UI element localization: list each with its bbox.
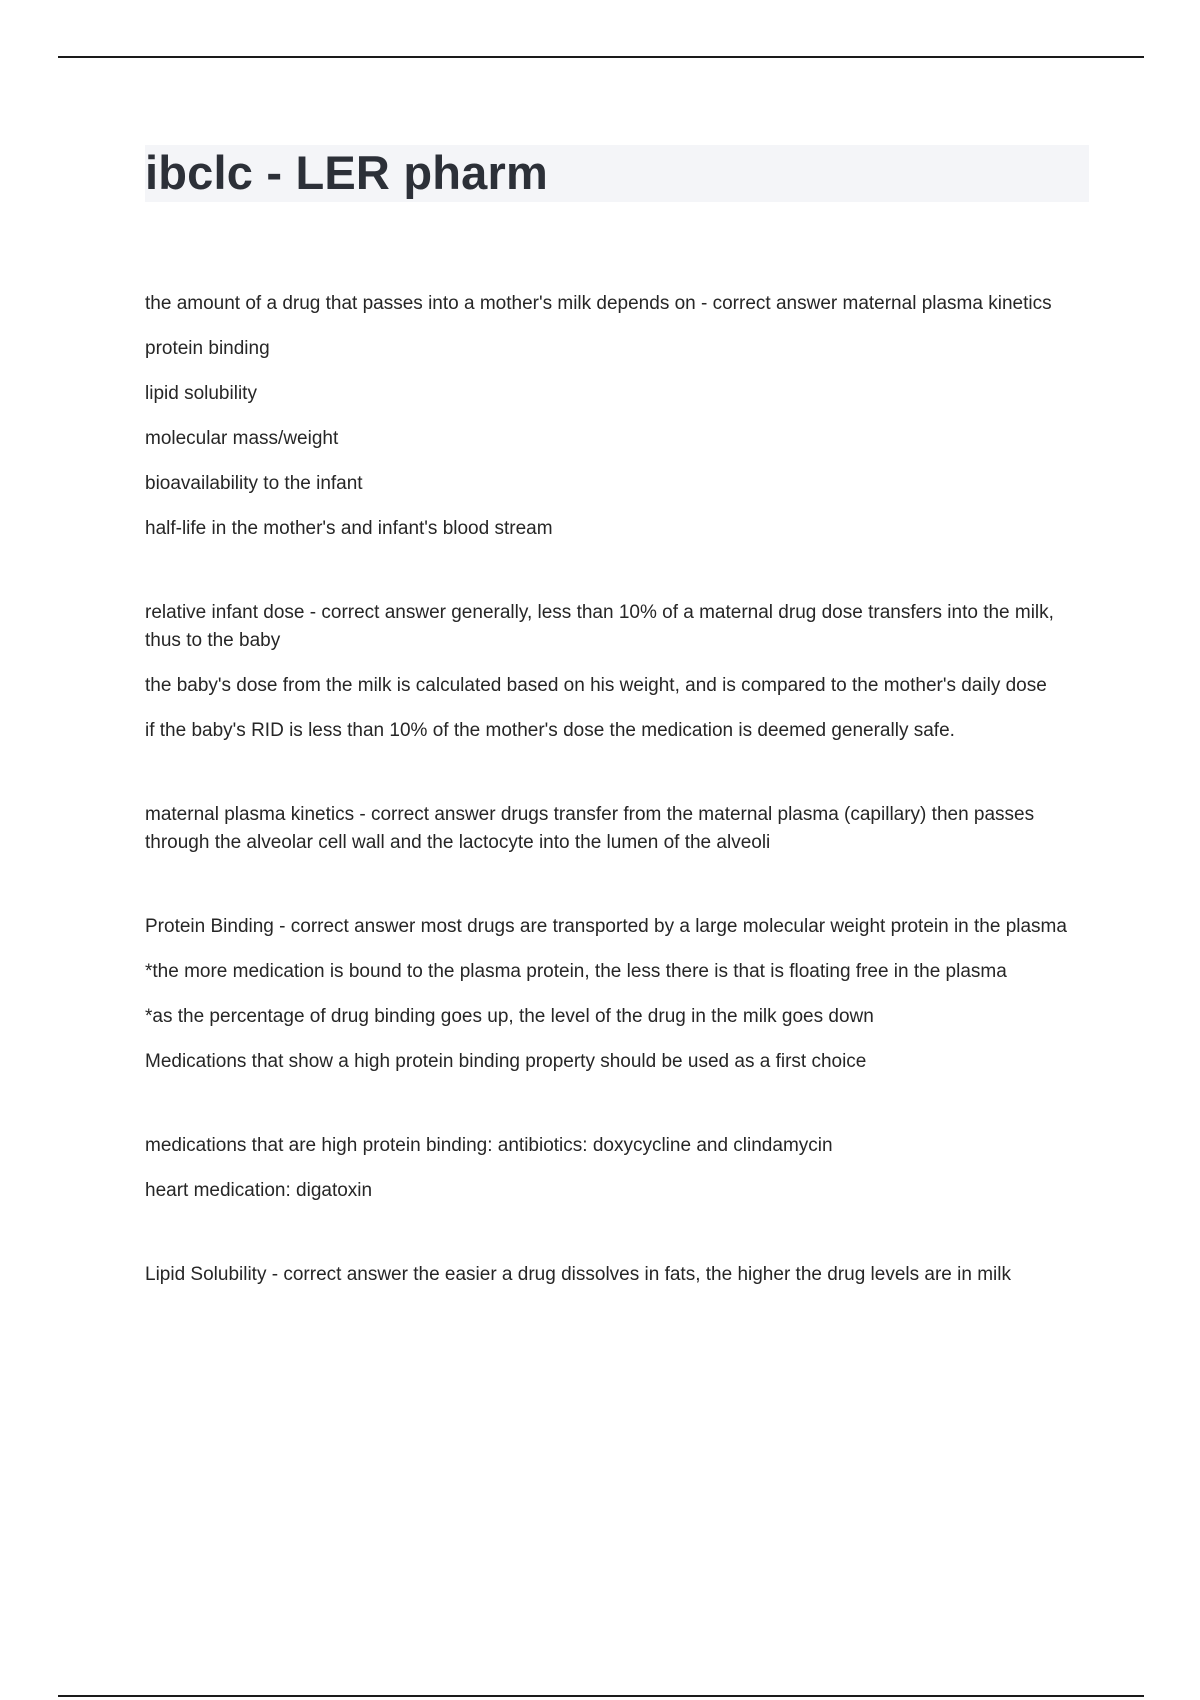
- paragraph: if the baby's RID is less than 10% of the mother's dose the medication is deemed generally safe.: [145, 720, 955, 741]
- document-title: ibclc - LER pharm: [145, 146, 548, 199]
- bottom-rule: [58, 1695, 1144, 1697]
- paragraph: *the more medication is bound to the plasma protein, the less there is that is floating free in the plasma: [145, 961, 1007, 982]
- paragraph: half-life in the mother's and infant's blood stream: [145, 518, 553, 539]
- paragraph: protein binding: [145, 338, 270, 359]
- paragraph: Lipid Solubility - correct answer the easier a drug dissolves in fats, the higher the drug levels are in milk: [145, 1264, 1011, 1285]
- paragraph: medications that are high protein binding: antibiotics: doxycycline and clindamycin: [145, 1135, 833, 1156]
- paragraph: Protein Binding - correct answer most drugs are transported by a large molecular weight protein in the plasma: [145, 916, 1067, 937]
- paragraph: lipid solubility: [145, 383, 257, 404]
- paragraph: heart medication: digatoxin: [145, 1180, 373, 1201]
- paragraph: bioavailability to the infant: [145, 473, 363, 494]
- paragraph: maternal plasma kinetics - correct answer drugs transfer from the maternal plasma (capillary) then passes through the alveolar cell wall and the lactocyte into the lumen of the alveoli: [145, 804, 1035, 853]
- paragraph: the amount of a drug that passes into a mother's milk depends on - correct answer maternal plasma kinetics: [145, 293, 1052, 314]
- document-body: [145, 290, 1090, 1306]
- paragraph: Medications that show a high protein binding property should be used as a first choice: [145, 1051, 867, 1072]
- paragraph: the baby's dose from the milk is calculated based on his weight, and is compared to the mother's daily dose: [145, 675, 1047, 696]
- paragraph: relative infant dose - correct answer generally, less than 10% of a maternal drug dose transfers into the milk, thus to the baby: [145, 602, 1054, 651]
- paragraph: molecular mass/weight: [145, 428, 339, 449]
- paragraph: *as the percentage of drug binding goes up, the level of the drug in the milk goes down: [145, 1006, 874, 1027]
- top-rule: [58, 56, 1144, 58]
